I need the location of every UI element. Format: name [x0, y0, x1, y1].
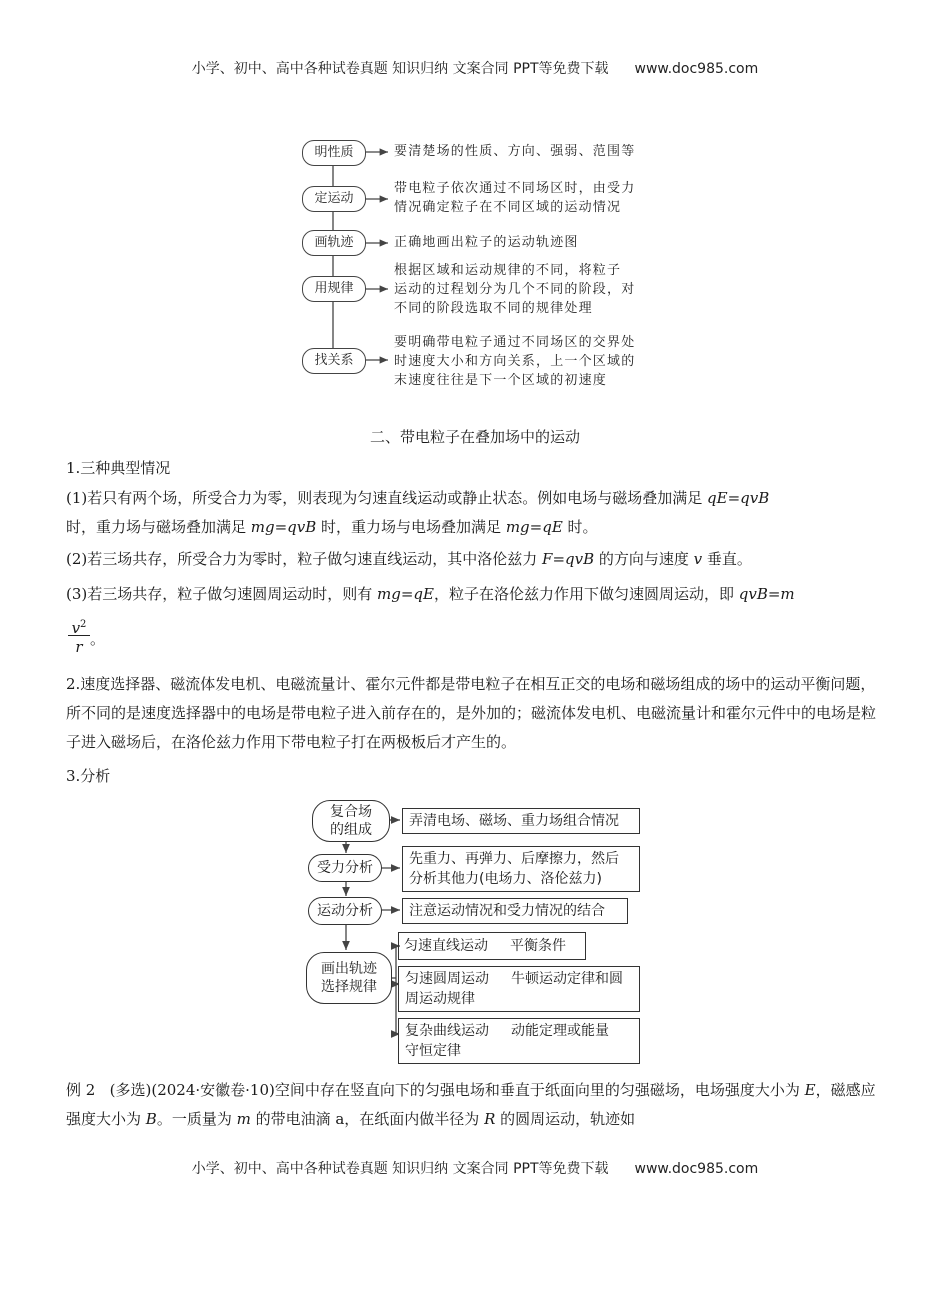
var: B: [145, 1110, 157, 1128]
var: E: [804, 1081, 816, 1099]
page-footer: [0, 1158, 950, 1178]
header-site-link[interactable]: www.doc985.com: [634, 61, 759, 77]
text: (2)若三场共存，所受合力为零时，粒子做匀速直线运动，其中洛伦兹力: [66, 550, 543, 568]
desc-line: 要明确带电粒子通过不同场区的交界处: [394, 335, 636, 350]
box-line: 分析其他力(电场力、洛伦兹力): [409, 871, 602, 887]
desc-rules: [394, 261, 635, 318]
node-line: 复合场: [330, 804, 372, 820]
node-rules: 用规律: [302, 276, 366, 302]
motion-type: 匀速直线运动: [404, 938, 488, 954]
page-header: [0, 58, 950, 78]
motion-rule: 平衡条件: [510, 938, 566, 954]
text: ，磁感应强度大小为: [66, 1081, 876, 1128]
footer-text: 小学、初中、高中各种试卷真题 知识归纳 文案合同 PPT等免费下载: [191, 1161, 609, 1177]
desc-line: 末速度往往是下一个区域的初速度: [394, 373, 608, 388]
flowchart-analysis: [300, 798, 650, 1066]
node-trajectory: 画轨迹: [302, 230, 366, 256]
header-text: 小学、初中、高中各种试卷真题 知识归纳 文案合同 PPT等免费下载: [191, 61, 609, 77]
section-title: 二、带电粒子在叠加场中的运动: [369, 428, 580, 446]
motion-type: 复杂曲线运动: [405, 1023, 489, 1039]
box-field-composition: 弄清电场、磁场、重力场组合情况: [402, 808, 640, 834]
var: R: [484, 1110, 496, 1128]
desc-line: 带电粒子依次通过不同场区时，由受力: [394, 181, 636, 196]
box-row: [405, 1021, 633, 1041]
box-complex-curve: [398, 1018, 640, 1064]
motion-rule-cont: 守恒定律: [405, 1043, 461, 1059]
desc-line: 要清楚场的性质、方向、强弱、范围等: [394, 144, 636, 159]
equation: F=qvB: [542, 550, 595, 568]
desc-line: 时速度大小和方向关系，上一个区域的: [394, 354, 636, 369]
desc-line: 根据区域和运动规律的不同，将粒子: [394, 263, 622, 278]
motion-type: 匀速圆周运动: [405, 971, 489, 987]
equation: mg=qE: [505, 518, 563, 536]
text: 时，重力场与磁场叠加满足: [66, 518, 251, 536]
example-source: (2024·安徽卷·10): [151, 1081, 275, 1099]
motion-rule: 牛顿运动定律和圆: [511, 971, 623, 987]
item1-para1: [66, 484, 886, 542]
numerator-exp: 2: [80, 619, 87, 630]
equation: mg=qE: [377, 585, 434, 603]
node-line: 的组成: [330, 822, 372, 838]
text: 时，重力场与电场叠加满足: [316, 518, 506, 536]
fraction-tail: 。: [90, 630, 106, 648]
var: m: [236, 1110, 251, 1128]
desc-nature: [394, 142, 635, 161]
desc-line: 不同的阶段选取不同的规律处理: [394, 301, 593, 316]
desc-line: 正确地画出粒子的运动轨迹图: [394, 235, 579, 250]
footer-site-link[interactable]: www.doc985.com: [634, 1161, 759, 1177]
text: 。一质量为: [156, 1110, 237, 1128]
item3-heading: 3.分析: [66, 767, 111, 785]
text: 垂直。: [702, 550, 752, 568]
fraction-numerator: [68, 615, 90, 635]
flowchart-method-steps: [298, 134, 678, 396]
item1-para3: [66, 580, 886, 609]
node-motion-analysis: 运动分析: [308, 897, 382, 925]
item1-para2: [66, 545, 886, 574]
text: (3)若三场共存，粒子做匀速圆周运动时，则有: [66, 585, 378, 603]
desc-line: 运动的过程划分为几个不同的阶段，对: [394, 282, 636, 297]
motion-rule-cont: 周运动规律: [405, 991, 475, 1007]
item2-para: 2.速度选择器、磁流体发电机、电磁流量计、霍尔元件都是带电粒子在相互正交的电场和磁场组成的场中的运动平衡问题，所不同的是速度选择器中的电场是带电粒子进入前存在的，是外加的；磁流体发电机、电磁流量计和霍尔元件中的电场是粒子进入磁场后，在洛伦兹力作用下带电粒子打在两极板后才产生的。: [66, 675, 877, 751]
desc-trajectory: [394, 233, 579, 252]
node-line: 选择规律: [321, 979, 377, 995]
text: 时。: [562, 518, 598, 536]
equation: mg=qvB: [250, 518, 317, 536]
node-nature: 明性质: [302, 140, 366, 166]
box-motion-force: 注意运动情况和受力情况的结合: [402, 898, 628, 924]
text: (1)若只有两个场，所受合力为零，则表现为匀速直线运动或静止状态。例如电场与磁场叠加满足: [66, 489, 708, 507]
box-row: [405, 969, 633, 989]
node-composite-field: [312, 800, 390, 842]
item1-heading: 1.三种典型情况: [66, 459, 171, 477]
fraction-v2-over-r: [68, 615, 90, 658]
text: 的方向与速度: [594, 550, 694, 568]
fraction-denominator: r: [75, 638, 83, 656]
node-trajectory-rules: [306, 952, 392, 1004]
numerator-var: v: [71, 619, 81, 637]
node-line: 画出轨迹: [321, 961, 377, 977]
example-2: [66, 1076, 886, 1134]
box-uniform-linear: [398, 932, 586, 960]
equation: qE=qvB: [707, 489, 770, 507]
node-motion: 定运动: [302, 186, 366, 212]
node-force-analysis: 受力分析: [308, 854, 382, 882]
text: 的带电油滴 a，在纸面内做半径为: [250, 1110, 485, 1128]
desc-line: 情况确定粒子在不同区域的运动情况: [394, 200, 622, 215]
text: ，粒子在洛伦兹力作用下做匀速圆周运动，即: [433, 585, 739, 603]
node-relations: 找关系: [302, 348, 366, 374]
equation: qvB=m: [738, 585, 795, 603]
desc-motion: [394, 179, 635, 217]
equation: v: [693, 550, 703, 568]
box-uniform-circular: [398, 966, 640, 1012]
desc-relations: [394, 333, 635, 390]
box-line: 先重力、再弹力、后摩擦力，然后: [409, 851, 619, 867]
example-tag: (多选): [109, 1081, 152, 1099]
example-label: 例 2: [66, 1081, 96, 1099]
motion-rule: 动能定理或能量: [511, 1023, 609, 1039]
box-force-order: [402, 846, 640, 892]
text: 的圆周运动，轨迹如: [495, 1110, 636, 1128]
text: 空间中存在竖直向下的匀强电场和垂直于纸面向里的匀强磁场，电场强度大小为: [274, 1081, 805, 1099]
